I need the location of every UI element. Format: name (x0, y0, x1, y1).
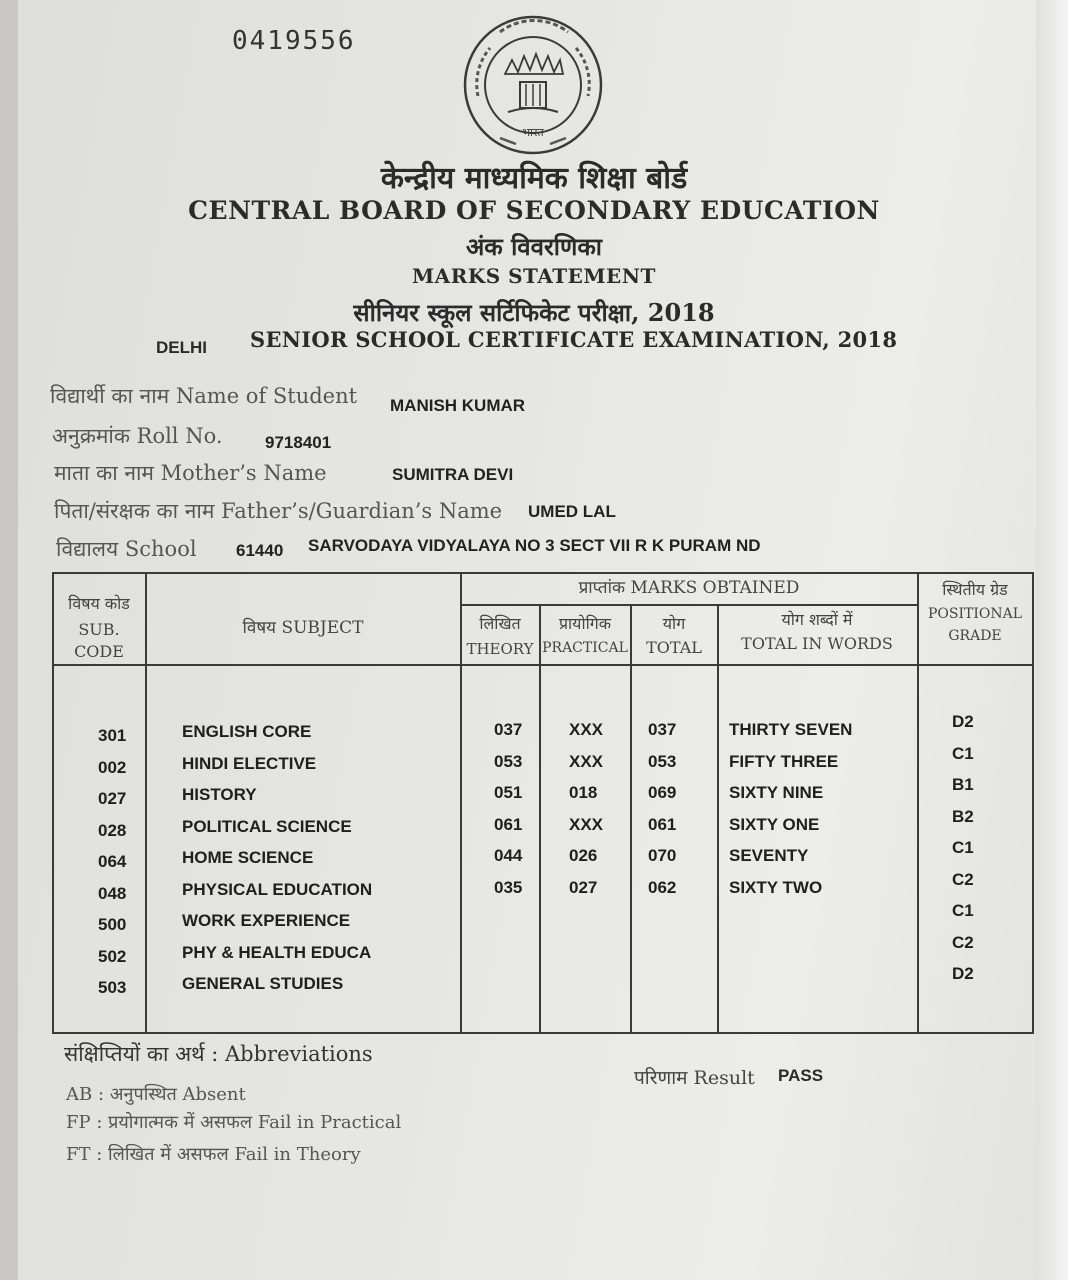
table-divider (145, 574, 147, 1032)
theory-cell: 051 (494, 783, 523, 802)
theory-cell: 044 (494, 846, 523, 865)
exam-title-english: SENIOR SCHOOL CERTIFICATE EXAMINATION, 2018 (250, 327, 898, 352)
grade-cell: D2 (952, 712, 974, 731)
subject-cell: HISTORY (182, 785, 257, 804)
total-in-words-cell: THIRTY SEVEN (729, 720, 853, 739)
total-cell: 037 (648, 720, 677, 739)
header-total: TOTAL (646, 638, 702, 657)
subject-cell: POLITICAL SCIENCE (182, 816, 352, 836)
header-practical-hindi: प्रायोगिक (558, 614, 612, 633)
abbreviation-fail-practical: FP : प्रयोगात्मक में असफल Fail in Practical (66, 1112, 402, 1133)
board-name-hindi: केन्द्रीय माध्यमिक शिक्षा बोर्ड (380, 161, 688, 196)
subject-cell: PHYSICAL EDUCATION (182, 879, 373, 899)
subject-cell: GENERAL STUDIES (182, 974, 344, 993)
table-divider (460, 604, 919, 606)
subject-cell: ENGLISH CORE (182, 722, 312, 741)
mother-name-label: माता का नाम Mother’s Name (54, 461, 327, 485)
header-positional: POSITIONAL (927, 606, 1023, 622)
theory-cell: 061 (494, 814, 523, 834)
cbse-seal-logo (460, 12, 606, 158)
practical-cell: 018 (569, 783, 598, 802)
sub-code-cell: 027 (98, 789, 127, 808)
subject-cell: HOME SCIENCE (182, 848, 314, 867)
serial-number: 0419556 (232, 26, 356, 56)
grade-cell: C2 (952, 932, 974, 952)
grade-cell: D2 (952, 964, 974, 983)
sub-code-cell: 301 (98, 726, 127, 745)
sub-code-cell: 048 (98, 883, 127, 903)
abbreviation-absent: AB : अनुपस्थित Absent (66, 1084, 246, 1105)
subject-cell: WORK EXPERIENCE (182, 911, 351, 930)
grade-cell: C1 (952, 743, 974, 763)
father-name: UMED LAL (528, 502, 616, 521)
result-label: परिणाम Result (634, 1067, 755, 1089)
total-in-words-cell: SIXTY TWO (729, 877, 823, 897)
seal-bottom-text: भारत (522, 126, 544, 139)
total-cell: 061 (648, 814, 677, 834)
sub-code-cell: 028 (98, 820, 127, 840)
abbreviations-title: संक्षिप्तियों का अर्थ : Abbreviations (64, 1042, 373, 1066)
sub-code-cell: 002 (98, 757, 127, 777)
header-code-line2: CODE (74, 642, 124, 661)
grade-cell: B2 (952, 806, 974, 826)
total-in-words-cell: SIXTY ONE (729, 814, 820, 834)
grade-cell: B1 (952, 775, 974, 794)
table-header-divider (54, 664, 1032, 666)
student-name: MANISH KUMAR (390, 396, 526, 415)
total-in-words-cell: SEVENTY (729, 846, 809, 865)
grade-cell: C2 (952, 869, 974, 889)
header-code-line1: SUB. (78, 620, 120, 639)
roll-number: 9718401 (265, 433, 332, 452)
board-name-english: CENTRAL BOARD OF SECONDARY EDUCATION (188, 196, 880, 225)
theory-cell: 035 (494, 877, 523, 897)
sub-code-cell: 503 (98, 978, 127, 997)
header-grade: GRADE (948, 628, 1002, 644)
statement-title-hindi: अंक विवरणिका (465, 232, 603, 261)
student-name-label: विद्यार्थी का नाम Name of Student (50, 384, 358, 408)
abbreviation-fail-theory: FT : लिखित में असफल Fail in Theory (66, 1144, 361, 1165)
header-theory-hindi: लिखित (479, 614, 521, 633)
theory-cell: 037 (494, 720, 523, 739)
header-practical: PRACTICAL (542, 640, 628, 656)
school-code: 61440 (236, 541, 284, 560)
grade-cell: C1 (952, 901, 974, 920)
practical-cell: 027 (569, 877, 598, 897)
father-name-label: पिता/संरक्षक का नाम Father’s/Guardian’s Name (54, 499, 503, 523)
sub-code-cell: 502 (98, 946, 127, 966)
result-value: PASS (778, 1066, 824, 1085)
roll-number-label: अनुक्रमांक Roll No. (52, 424, 223, 448)
header-total-hindi: योग (662, 614, 686, 633)
exam-title-hindi: सीनियर स्कूल सर्टिफिकेट परीक्षा, 2018 (353, 298, 715, 327)
header-total-in-words: TOTAL IN WORDS (741, 634, 893, 653)
total-cell: 070 (648, 846, 677, 865)
practical-cell: XXX (569, 814, 604, 834)
total-in-words-cell: SIXTY NINE (729, 783, 824, 802)
statement-title-english: MARKS STATEMENT (412, 264, 656, 288)
header-theory: THEORY (466, 640, 534, 658)
theory-cell: 053 (494, 751, 523, 771)
total-in-words-cell: FIFTY THREE (729, 751, 839, 771)
subject-cell: HINDI ELECTIVE (182, 753, 317, 773)
sub-code-cell: 500 (98, 915, 127, 934)
header-marks-obtained: प्राप्तांक MARKS OBTAINED (578, 578, 800, 598)
grade-cell: C1 (952, 838, 974, 857)
practical-cell: XXX (569, 751, 604, 771)
practical-cell: 026 (569, 846, 598, 865)
table-divider (717, 606, 719, 1032)
school-name: SARVODAYA VIDYALAYA NO 3 SECT VII R K PURAM ND (308, 536, 761, 555)
total-cell: 053 (648, 751, 677, 771)
header-grade-hindi: स्थितीय ग्रेड (942, 580, 1008, 599)
region: DELHI (156, 338, 207, 357)
mother-name: SUMITRA DEVI (392, 465, 514, 484)
header-words-hindi: योग शब्दों में (781, 610, 853, 629)
header-code-hindi: विषय कोड (68, 594, 130, 613)
header-subject: विषय SUBJECT (242, 618, 364, 638)
total-cell: 062 (648, 877, 677, 897)
subject-cell: PHY & HEALTH EDUCA (182, 942, 372, 962)
practical-cell: XXX (569, 720, 604, 739)
table-divider (630, 606, 632, 1032)
total-cell: 069 (648, 783, 677, 802)
school-label: विद्यालय School (56, 537, 197, 561)
table-divider (539, 606, 541, 1032)
sub-code-cell: 064 (98, 852, 127, 871)
